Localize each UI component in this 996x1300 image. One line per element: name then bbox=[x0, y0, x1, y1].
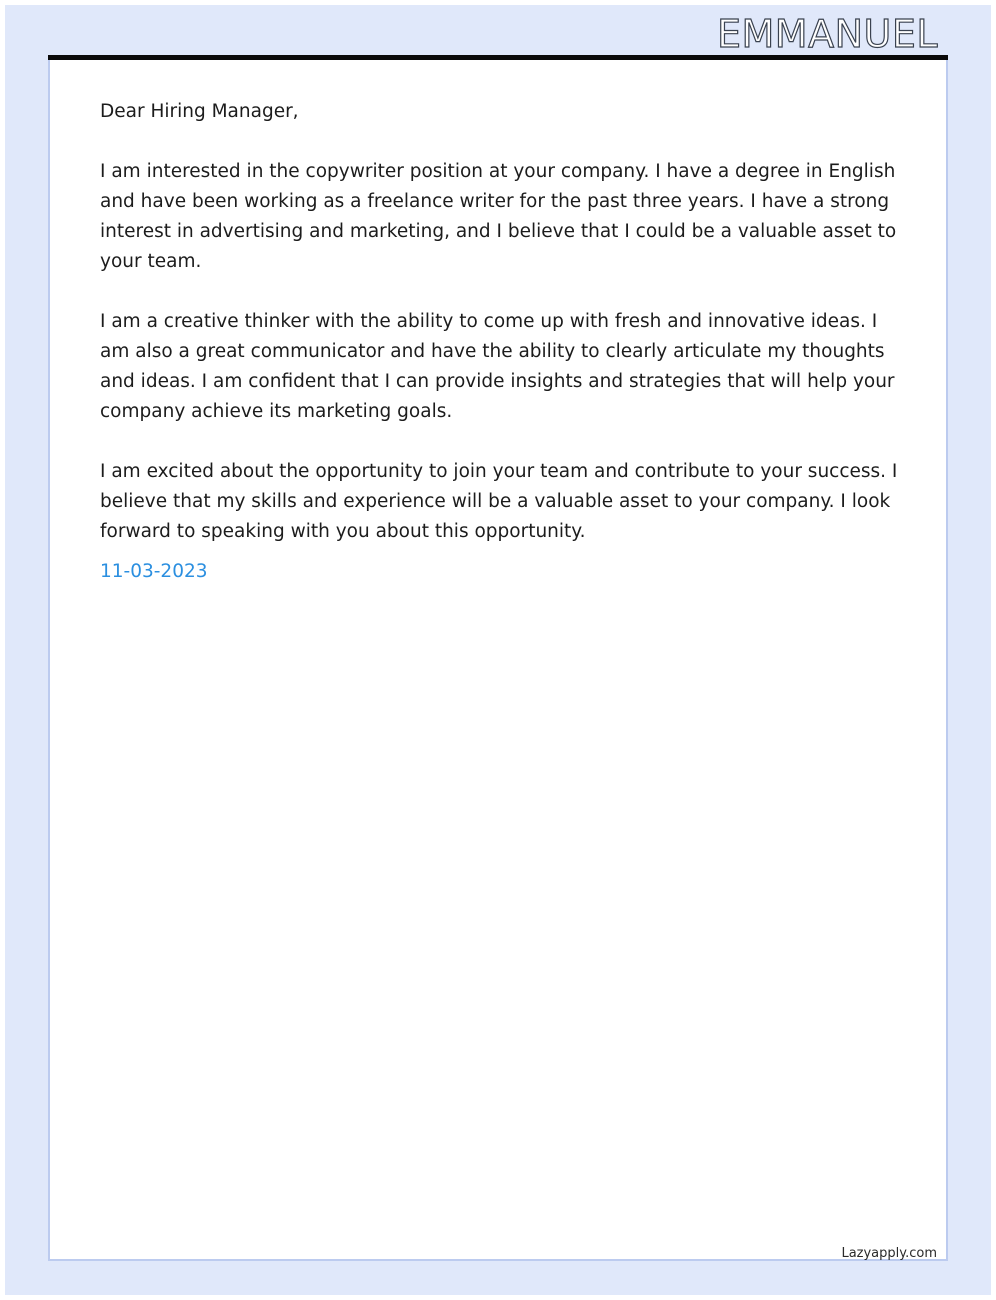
paragraph-3: I am excited about the opportunity to join your team and contribute to your success. I believe that my skills and experience will be a valuable asset to your company. I look forward to speaking with you about this opportunity. bbox=[100, 461, 898, 542]
paragraph-2: I am a creative thinker with the ability to come up with fresh and innovative ideas. I am also a great communicator and have the ability to clearly articulate my thoughts and ideas. I am confident that I can provide insights and strategies that will help your company achieve its marketing goals. bbox=[100, 311, 895, 422]
salutation: Dear Hiring Manager, bbox=[100, 101, 299, 122]
applicant-name: EMMANUEL bbox=[717, 12, 938, 56]
letter-body bbox=[100, 97, 900, 587]
letter-date: 11-03-2023 bbox=[100, 561, 208, 582]
footer-brand: Lazyapply.com bbox=[841, 1246, 937, 1261]
paragraph-1: I am interested in the copywriter position at your company. I have a degree in English and have been working as a freelance writer for the past three years. I have a strong interest in advertising and marketing, and I believe that I could be a valuable asset to your team. bbox=[100, 161, 897, 272]
